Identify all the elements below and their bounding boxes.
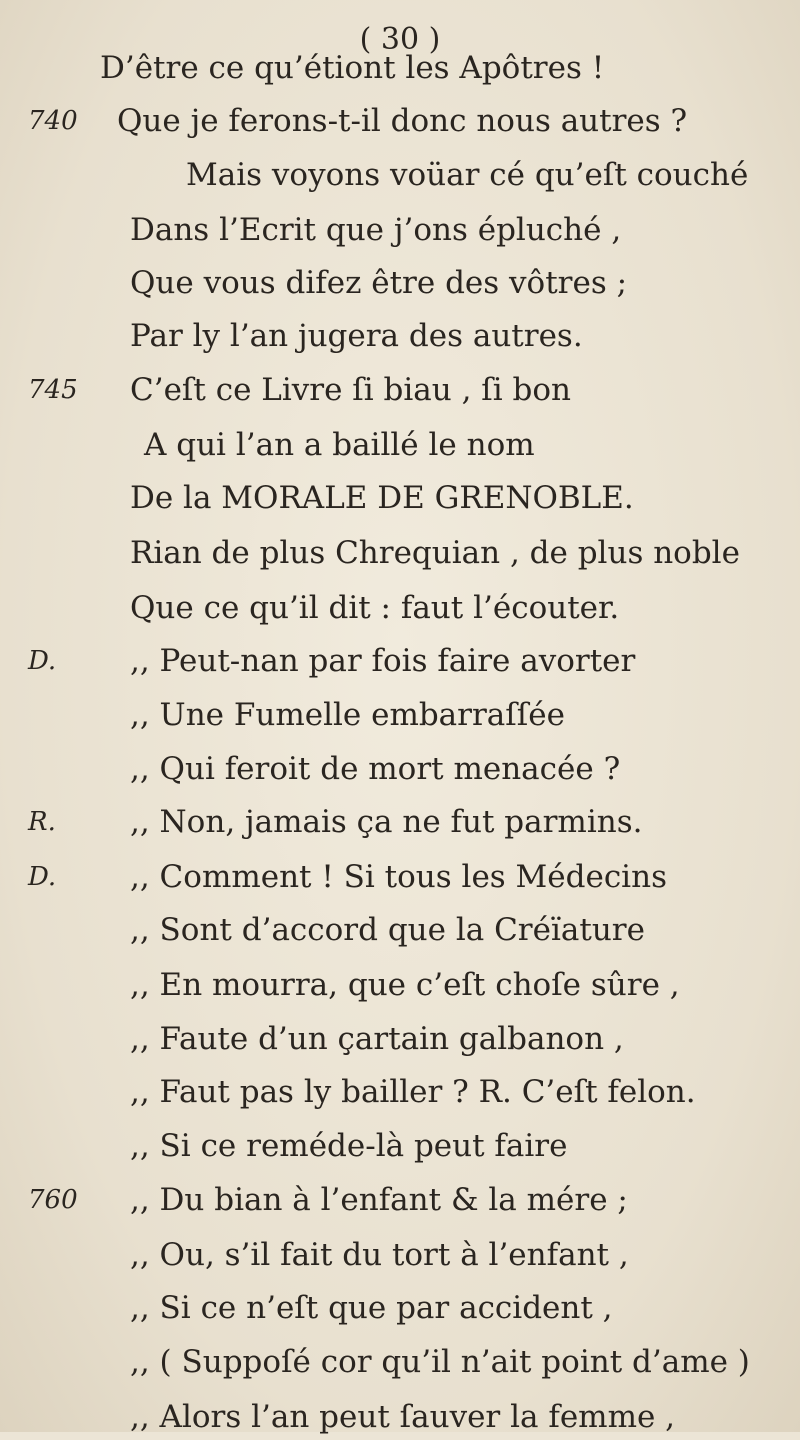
verse-line xyxy=(0,585,800,631)
verse-line xyxy=(0,692,800,738)
margin-note: 760 xyxy=(28,1185,78,1215)
verse-text: De la MORALE DE GRENOBLE. xyxy=(130,480,634,516)
verse-text: ,, Qui feroit de mort menacée ? xyxy=(130,751,621,787)
page-number: ( 30 ) xyxy=(359,22,441,57)
verse-line xyxy=(0,475,800,521)
margin-note: 745 xyxy=(28,375,78,405)
verse-text: Mais voyons voüar cé qu’eſt couché xyxy=(186,157,749,193)
verse-line xyxy=(0,854,800,900)
verse-text: ,, Si ce reméde-là peut faire xyxy=(130,1128,568,1164)
verse-line xyxy=(0,367,800,413)
verse-line xyxy=(0,1232,800,1278)
verse-text: ,, Alors l’an peut ſauver la femme , xyxy=(130,1399,676,1435)
verse-line xyxy=(0,313,800,359)
verse-line xyxy=(0,260,800,306)
verse-text: Que ce qu’il dit : faut l’écouter. xyxy=(130,590,620,626)
margin-note: R. xyxy=(28,807,56,837)
verse-text: ,, Du bian à l’enfant & la mére ; xyxy=(130,1182,628,1218)
verse-text: ,, Comment ! Si tous les Médecins xyxy=(130,859,667,895)
verse-line xyxy=(0,962,800,1008)
verse-text: A qui l’an a baillé le nom xyxy=(144,427,535,463)
verse-line xyxy=(0,152,800,198)
verse-line xyxy=(0,638,800,684)
verse-line xyxy=(0,1394,800,1440)
verse-text: D’être ce qu’étiont les Apôtres ! xyxy=(100,50,605,86)
verse-text: Dans l’Ecrit que j’ons épluché , xyxy=(130,212,622,248)
verse-line xyxy=(0,1177,800,1223)
verse-text: Que je ferons-t-il donc nous autres ? xyxy=(117,103,688,139)
verse-text: Par ly l’an jugera des autres. xyxy=(130,318,583,354)
verse-line xyxy=(0,907,800,953)
verse-line xyxy=(0,45,800,91)
verse-text: ,, En mourra, que c’eſt choſe sûre , xyxy=(130,967,680,1003)
verse-text: ,, Faute d’un çartain galbanon , xyxy=(130,1021,624,1057)
verse-line xyxy=(0,1016,800,1062)
verse-text: ,, Sont d’accord que la Créïature xyxy=(130,912,645,948)
verse-text: ,, Non, jamais ça ne fut parmins. xyxy=(130,804,643,840)
verse-text: C’eſt ce Livre ſi biau , ſi bon xyxy=(130,372,572,408)
verse-text: Que vous difez être des vôtres ; xyxy=(130,265,628,301)
verse-line xyxy=(0,422,800,468)
verse-line xyxy=(0,207,800,253)
verse-line xyxy=(0,1339,800,1385)
margin-note: 740 xyxy=(28,106,78,136)
verse-line xyxy=(0,98,800,144)
verse-line xyxy=(0,1123,800,1169)
verse-line xyxy=(0,1285,800,1331)
margin-note: D. xyxy=(28,862,57,892)
verse-text: ,, Si ce n’eſt que par accident , xyxy=(130,1290,613,1326)
verse-text: Rian de plus Chrequian , de plus noble xyxy=(130,535,740,571)
verse-line xyxy=(0,1069,800,1115)
margin-note: D. xyxy=(28,646,57,676)
verse-text: ,, Ou, s’il fait du tort à l’enfant , xyxy=(130,1237,629,1273)
verse-line xyxy=(0,746,800,792)
verse-line xyxy=(0,799,800,845)
verse-line xyxy=(0,530,800,576)
verse-text: ,, Peut-nan par fois faire avorter xyxy=(130,643,636,679)
verse-text: ,, Faut pas ly bailler ? R. C’eſt felon. xyxy=(130,1074,696,1110)
verse-text: ,, ( Suppoſé cor qu’il n’ait point d’ame ) xyxy=(130,1344,750,1380)
verse-text: ,, Une Fumelle embarraſſée xyxy=(130,697,565,733)
